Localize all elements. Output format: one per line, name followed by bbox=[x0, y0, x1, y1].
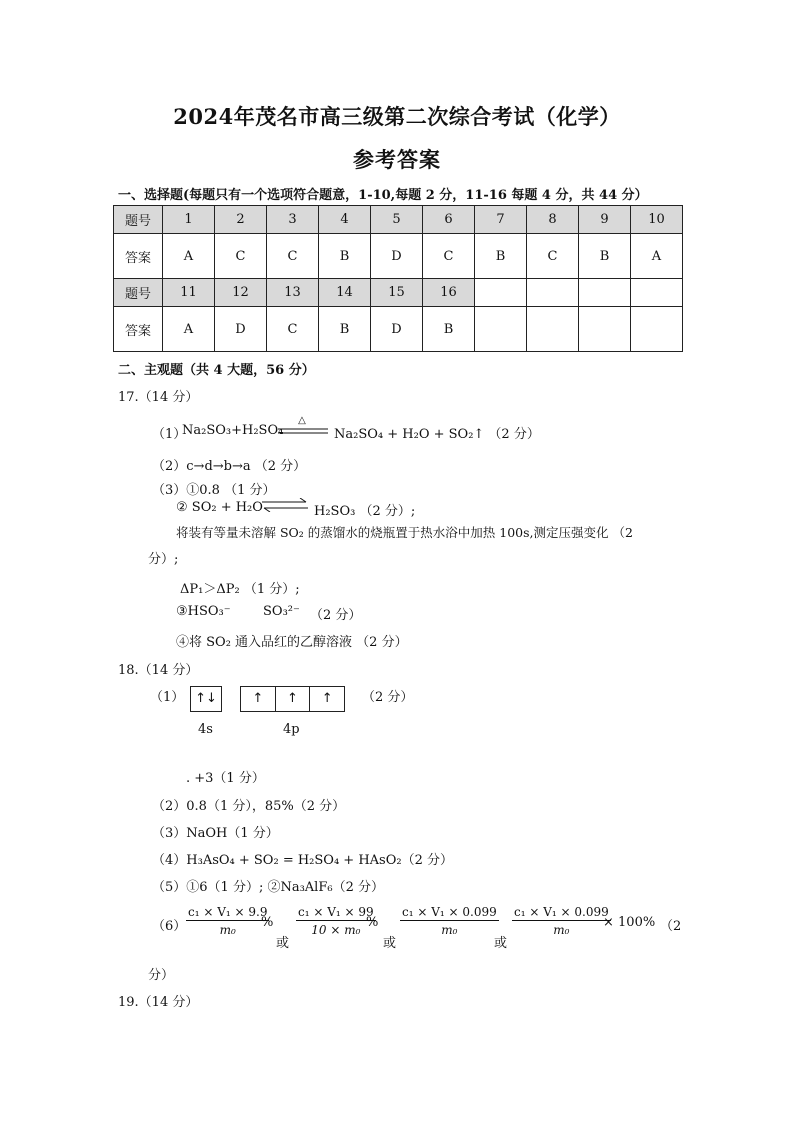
row-label: 题号 bbox=[114, 206, 163, 234]
q17-1-reactants: Na₂SO₃+H₂SO₄ bbox=[182, 423, 284, 438]
table-cell: B bbox=[423, 307, 475, 352]
formula-fraction-1 bbox=[186, 905, 269, 937]
table-cell: 11 bbox=[163, 279, 215, 307]
table-cell: B bbox=[475, 234, 527, 279]
table-cell: C bbox=[215, 234, 267, 279]
orbital-4s-box bbox=[190, 686, 222, 712]
or-word: 或 bbox=[494, 936, 508, 951]
q17-3b-right: H₂SO₃ （2 分）; bbox=[314, 504, 416, 519]
table-cell-empty bbox=[475, 307, 527, 352]
fraction-denominator: m₀ bbox=[441, 923, 458, 937]
table-cell: 6 bbox=[423, 206, 475, 234]
reversible-arrow-icon bbox=[262, 498, 308, 512]
or-word: 或 bbox=[383, 936, 397, 951]
q17-heading: 17.（14 分） bbox=[118, 390, 199, 405]
row-label: 答案 bbox=[114, 234, 163, 279]
table-cell: B bbox=[319, 234, 371, 279]
q17-3b-left: ② SO₂ + H₂O bbox=[176, 500, 263, 515]
table-cell: 13 bbox=[267, 279, 319, 307]
page-subtitle: 参考答案 bbox=[353, 147, 441, 172]
table-cell: 9 bbox=[579, 206, 631, 234]
table-cell: 12 bbox=[215, 279, 267, 307]
equals-arrow-icon bbox=[278, 427, 328, 435]
row-label: 题号 bbox=[114, 279, 163, 307]
table-cell: A bbox=[631, 234, 683, 279]
fraction-numerator: c₁ × V₁ × 99 bbox=[298, 905, 374, 919]
table-cell: A bbox=[163, 307, 215, 352]
table-cell: C bbox=[423, 234, 475, 279]
table-cell: 10 bbox=[631, 206, 683, 234]
percent-sign: % bbox=[261, 915, 274, 930]
formula-fraction-2 bbox=[296, 905, 379, 937]
q18-1-score: （2 分） bbox=[362, 690, 414, 705]
fraction-denominator: 10 × m₀ bbox=[311, 923, 361, 937]
section-1-heading: 一、选择题(每题只有一个选项符合题意，1-10,每题 2 分，11-16 每题 4 分，共 44 分） bbox=[118, 188, 648, 203]
table-cell: 7 bbox=[475, 206, 527, 234]
q17-3a: （3）①0.8 （1 分） bbox=[152, 483, 276, 498]
row-label: 答案 bbox=[114, 307, 163, 352]
table-cell: C bbox=[267, 307, 319, 352]
orbital-electrons: ↑ bbox=[275, 687, 310, 711]
fraction-denominator: m₀ bbox=[219, 923, 236, 937]
table-cell-empty bbox=[527, 307, 579, 352]
table-cell-empty bbox=[631, 307, 683, 352]
q17-3e: ΔP₁＞ΔP₂ （1 分）; bbox=[180, 582, 300, 597]
fraction-denominator: m₀ bbox=[553, 923, 570, 937]
q18-5: （5）①6（1 分）; ②Na₃AlF₆（2 分） bbox=[152, 880, 384, 895]
table-cell: 3 bbox=[267, 206, 319, 234]
q18-6-score-a: （2 bbox=[660, 919, 682, 934]
q18-6-label: （6） bbox=[152, 919, 187, 934]
table-cell: B bbox=[319, 307, 371, 352]
table-cell-empty bbox=[527, 279, 579, 307]
fraction-numerator: c₁ × V₁ × 0.099 bbox=[402, 905, 497, 919]
or-word: 或 bbox=[276, 936, 290, 951]
formula-fraction-4 bbox=[512, 905, 611, 937]
q18-1-label: （1） bbox=[150, 690, 185, 705]
table-cell: 5 bbox=[371, 206, 423, 234]
table-cell-empty bbox=[475, 279, 527, 307]
fraction-numerator: c₁ × V₁ × 9.9 bbox=[188, 905, 268, 919]
q17-3d: 分）; bbox=[148, 552, 179, 567]
times-100-percent: × 100% bbox=[603, 915, 656, 930]
table-cell-empty bbox=[631, 279, 683, 307]
formula-fraction-3 bbox=[400, 905, 499, 937]
q17-3g: ④将 SO₂ 通入品红的乙醇溶液 （2 分） bbox=[176, 635, 408, 650]
percent-sign: % bbox=[366, 915, 379, 930]
table-cell: C bbox=[527, 234, 579, 279]
q17-3f-b: SO₃²⁻ bbox=[263, 604, 300, 619]
orbital-4p-label: 4p bbox=[283, 722, 300, 737]
table-cell: D bbox=[371, 234, 423, 279]
table-cell: B bbox=[579, 234, 631, 279]
answer-table bbox=[113, 205, 683, 352]
table-cell: 2 bbox=[215, 206, 267, 234]
table-cell: D bbox=[371, 307, 423, 352]
page-title: 2024年茂名市高三级第二次综合考试（化学） bbox=[173, 104, 621, 129]
q17-2: （2）c→d→b→a （2 分） bbox=[152, 459, 307, 474]
table-row bbox=[114, 279, 683, 307]
section-2-heading: 二、主观题（共 4 大题，56 分） bbox=[118, 363, 315, 378]
q18-4: （4）H₃AsO₄ + SO₂ = H₂SO₄ + HAsO₂（2 分） bbox=[152, 853, 453, 868]
q17-1-label: （1） bbox=[152, 427, 187, 442]
q18-3: （3）NaOH（1 分） bbox=[152, 826, 279, 841]
q17-3f-c: （2 分） bbox=[310, 608, 362, 623]
table-row bbox=[114, 206, 683, 234]
q17-3f-a: ③HSO₃⁻ bbox=[176, 604, 231, 619]
table-cell: 14 bbox=[319, 279, 371, 307]
orbital-4s-label: 4s bbox=[198, 722, 213, 737]
table-cell: 16 bbox=[423, 279, 475, 307]
q17-1-products: Na₂SO₄ + H₂O + SO₂↑ （2 分） bbox=[334, 427, 540, 442]
table-cell: A bbox=[163, 234, 215, 279]
fraction-numerator: c₁ × V₁ × 0.099 bbox=[514, 905, 609, 919]
table-cell-empty bbox=[579, 279, 631, 307]
orbital-electrons: ↑ bbox=[309, 687, 344, 711]
table-cell: D bbox=[215, 307, 267, 352]
q18-heading: 18.（14 分） bbox=[118, 663, 199, 678]
q19-heading: 19.（14 分） bbox=[118, 995, 199, 1010]
table-cell: 15 bbox=[371, 279, 423, 307]
q17-3c: 将装有等量未溶解 SO₂ 的蒸馏水的烧瓶置于热水浴中加热 100s,测定压强变化 （2 bbox=[176, 525, 633, 540]
orbital-4p-box bbox=[240, 686, 345, 712]
table-cell: 4 bbox=[319, 206, 371, 234]
table-row bbox=[114, 234, 683, 279]
table-cell: C bbox=[267, 234, 319, 279]
orbital-electrons: ↑↓ bbox=[195, 691, 217, 706]
q18-2: （2）0.8（1 分），85%（2 分） bbox=[152, 799, 346, 814]
orbital-electrons: ↑ bbox=[252, 691, 264, 706]
table-cell: 8 bbox=[527, 206, 579, 234]
q18-6-score-b: 分） bbox=[148, 968, 175, 983]
q18-1b: . +3（1 分） bbox=[186, 771, 265, 786]
table-cell-empty bbox=[579, 307, 631, 352]
table-cell: 1 bbox=[163, 206, 215, 234]
heat-condition: △ bbox=[298, 415, 306, 426]
table-row bbox=[114, 307, 683, 352]
